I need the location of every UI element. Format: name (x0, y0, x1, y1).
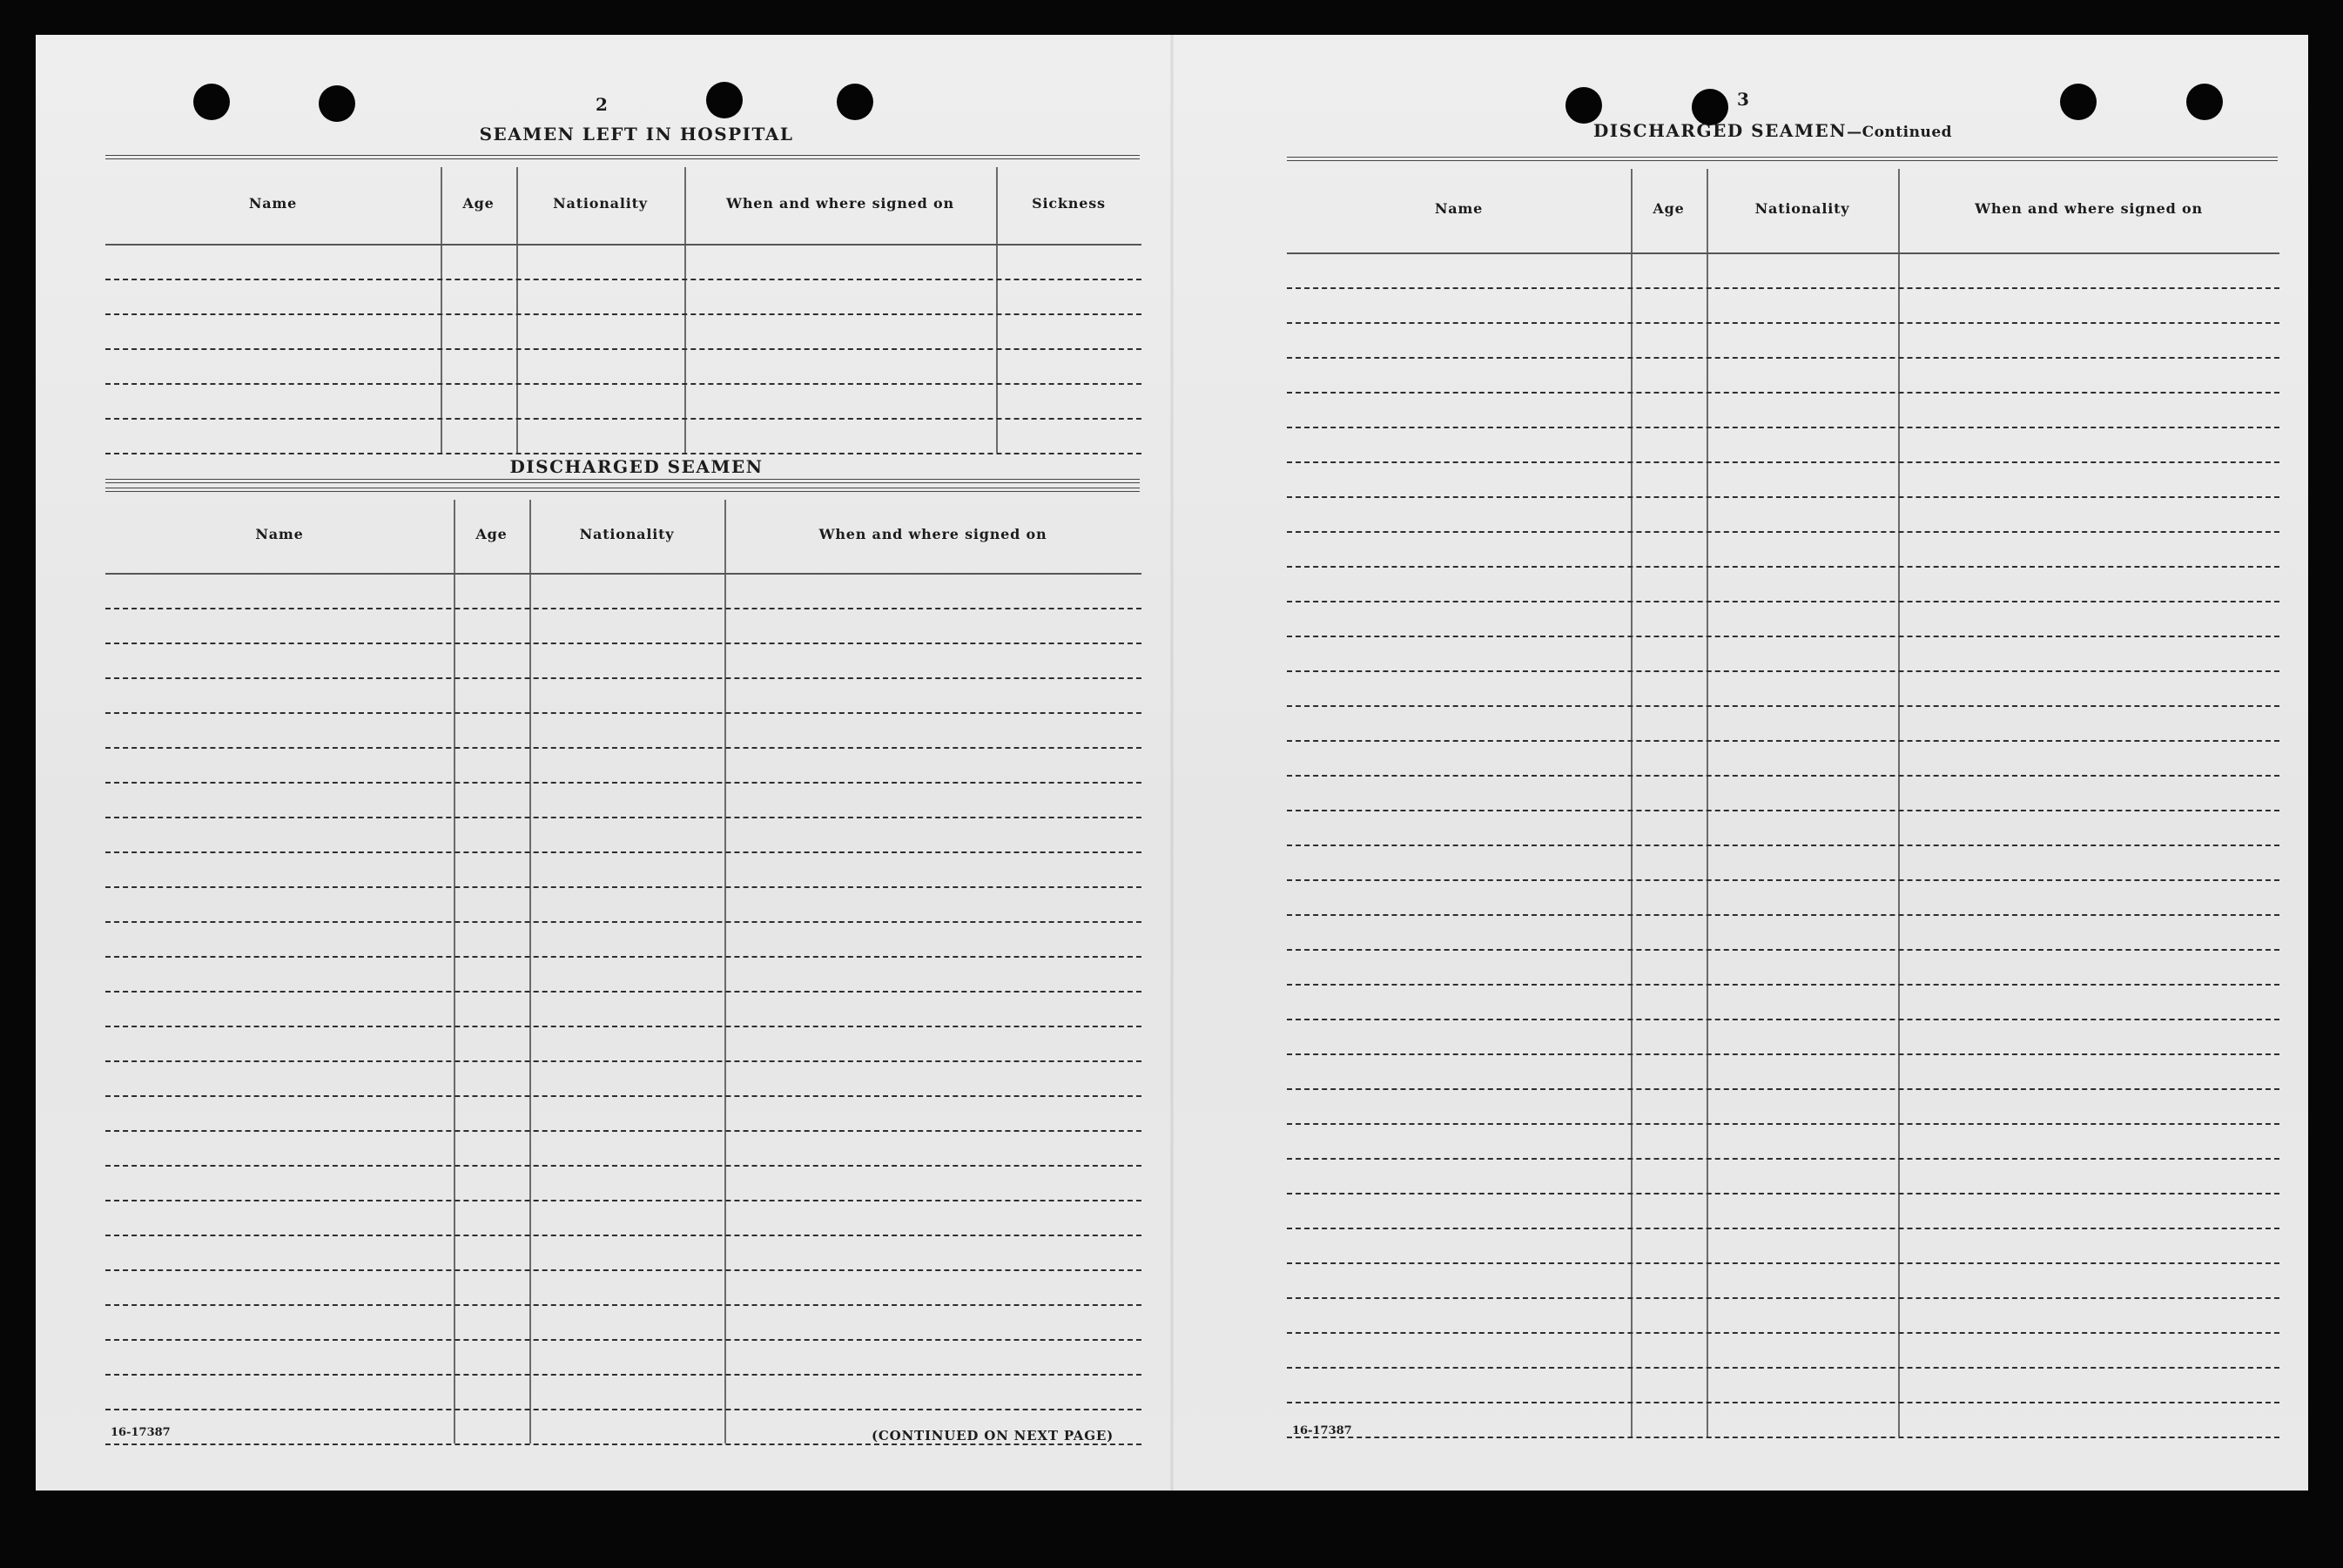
entry-row-line (1287, 427, 2279, 428)
column-header: Name (248, 195, 298, 212)
column-header: Age (475, 526, 508, 542)
entry-row-line (1287, 1158, 2279, 1160)
entry-row-line (105, 453, 1141, 454)
continued-note: (CONTINUED ON NEXT PAGE) (872, 1428, 1114, 1444)
entry-row-line (105, 1304, 1141, 1306)
right-page (1172, 35, 2308, 1491)
entry-row-line (1287, 775, 2279, 777)
column-divider (996, 167, 998, 453)
column-divider (1707, 169, 1708, 1437)
entry-row-line (1287, 984, 2279, 986)
column-divider (1631, 169, 1633, 1437)
entry-row-line (1287, 636, 2279, 637)
page-number: 2 (596, 94, 608, 115)
entry-row-line (1287, 1262, 2279, 1264)
entry-row-line (1287, 705, 2279, 707)
entry-row-line (105, 1269, 1141, 1271)
left-page (36, 35, 1172, 1491)
section-rule (105, 155, 1140, 159)
column-header: When and where signed on (818, 526, 1047, 542)
entry-row-line (1287, 914, 2279, 916)
entry-row-line (1287, 287, 2279, 289)
entry-row-line (1287, 357, 2279, 359)
binder-hole (1565, 87, 1602, 124)
column-header: Age (1653, 200, 1685, 217)
column-header: Nationality (1754, 200, 1850, 217)
binder-hole (2060, 84, 2097, 120)
entry-row-line (1287, 1123, 2279, 1125)
column-divider (684, 167, 686, 453)
column-header: Nationality (553, 195, 648, 212)
section-rule (1287, 157, 2278, 161)
entry-row-line (1287, 670, 2279, 672)
discharged-continued-table (1287, 165, 2279, 1452)
open-form-sheet (36, 35, 2308, 1491)
column-header: When and where signed on (1975, 200, 2203, 217)
section-rule (105, 488, 1140, 492)
binder-hole (193, 84, 230, 120)
hospital-table (105, 164, 1141, 477)
entry-row-line (1287, 461, 2279, 463)
entry-row-line (105, 1374, 1141, 1376)
entry-row-line (105, 1200, 1141, 1201)
entry-row-line (105, 851, 1141, 853)
entry-row-line (1287, 740, 2279, 742)
entry-row-line (105, 418, 1141, 420)
entry-row-line (105, 643, 1141, 644)
form-number: 16-17387 (1292, 1424, 1352, 1437)
continued-suffix: —Continued (1847, 124, 1953, 141)
entry-row-line (105, 313, 1141, 315)
entry-row-line (105, 1165, 1141, 1167)
entry-row-line (105, 608, 1141, 609)
column-header: Nationality (579, 526, 675, 542)
entry-row-line (1287, 1402, 2279, 1403)
column-header: Name (255, 526, 304, 542)
entry-row-line (1287, 601, 2279, 602)
column-divider (516, 167, 518, 453)
column-divider (441, 167, 442, 453)
entry-row-line (105, 383, 1141, 385)
binder-hole (837, 84, 873, 120)
entry-row-line (105, 1060, 1141, 1062)
entry-row-line (105, 1409, 1141, 1410)
entry-row-line (1287, 1088, 2279, 1090)
entry-row-line (105, 991, 1141, 993)
header-underline (1287, 252, 2279, 254)
entry-row-line (105, 1095, 1141, 1097)
entry-row-line (1287, 1193, 2279, 1195)
entry-row-line (105, 279, 1141, 280)
column-header: When and where signed on (726, 195, 954, 212)
form-number: 16-17387 (111, 1426, 171, 1439)
entry-row-line (105, 1130, 1141, 1132)
entry-row-line (1287, 392, 2279, 394)
entry-row-line (1287, 810, 2279, 811)
entry-row-line (105, 817, 1141, 818)
entry-row-line (105, 921, 1141, 923)
entry-row-line (105, 782, 1141, 784)
entry-row-line (1287, 845, 2279, 846)
discharged-table (105, 496, 1141, 1464)
header-underline (105, 244, 1141, 246)
entry-row-line (1287, 879, 2279, 881)
entry-row-line (105, 712, 1141, 714)
entry-row-line (1287, 322, 2279, 324)
entry-row-line (105, 677, 1141, 679)
binder-hole (706, 82, 743, 118)
column-header: Sickness (1032, 195, 1106, 212)
entry-row-line (105, 956, 1141, 958)
entry-row-line (105, 747, 1141, 749)
binder-hole (2186, 84, 2223, 120)
discharged-section-title: DISCHARGED SEAMEN (509, 456, 764, 477)
column-divider (724, 500, 726, 1444)
entry-row-line (1287, 1019, 2279, 1020)
column-divider (1898, 169, 1900, 1437)
entry-row-line (105, 886, 1141, 888)
binder-hole (319, 85, 355, 122)
entry-row-line (1287, 949, 2279, 951)
column-divider (529, 500, 531, 1444)
entry-row-line (105, 1026, 1141, 1027)
column-header: Name (1434, 200, 1484, 217)
entry-row-line (1287, 531, 2279, 533)
column-divider (454, 500, 455, 1444)
entry-row-line (105, 1235, 1141, 1236)
section-rule (105, 479, 1140, 483)
entry-row-line (1287, 1228, 2279, 1229)
entry-row-line (1287, 566, 2279, 568)
entry-row-line (1287, 1053, 2279, 1055)
entry-row-line (105, 1339, 1141, 1341)
entry-row-line (1287, 1332, 2279, 1334)
header-underline (105, 573, 1141, 575)
entry-row-line (105, 348, 1141, 350)
entry-row-line (1287, 1367, 2279, 1369)
entry-row-line (1287, 1297, 2279, 1299)
page-number: 3 (1737, 89, 1749, 110)
column-header: Age (462, 195, 495, 212)
discharged-continued-title-text: DISCHARGED SEAMEN (1592, 120, 1848, 141)
entry-row-line (105, 1444, 1141, 1445)
discharged-continued-title (1503, 120, 2043, 141)
entry-row-line (1287, 496, 2279, 498)
entry-row-line (1287, 1437, 2279, 1438)
hospital-section-title: SEAMEN LEFT IN HOSPITAL (479, 124, 794, 145)
